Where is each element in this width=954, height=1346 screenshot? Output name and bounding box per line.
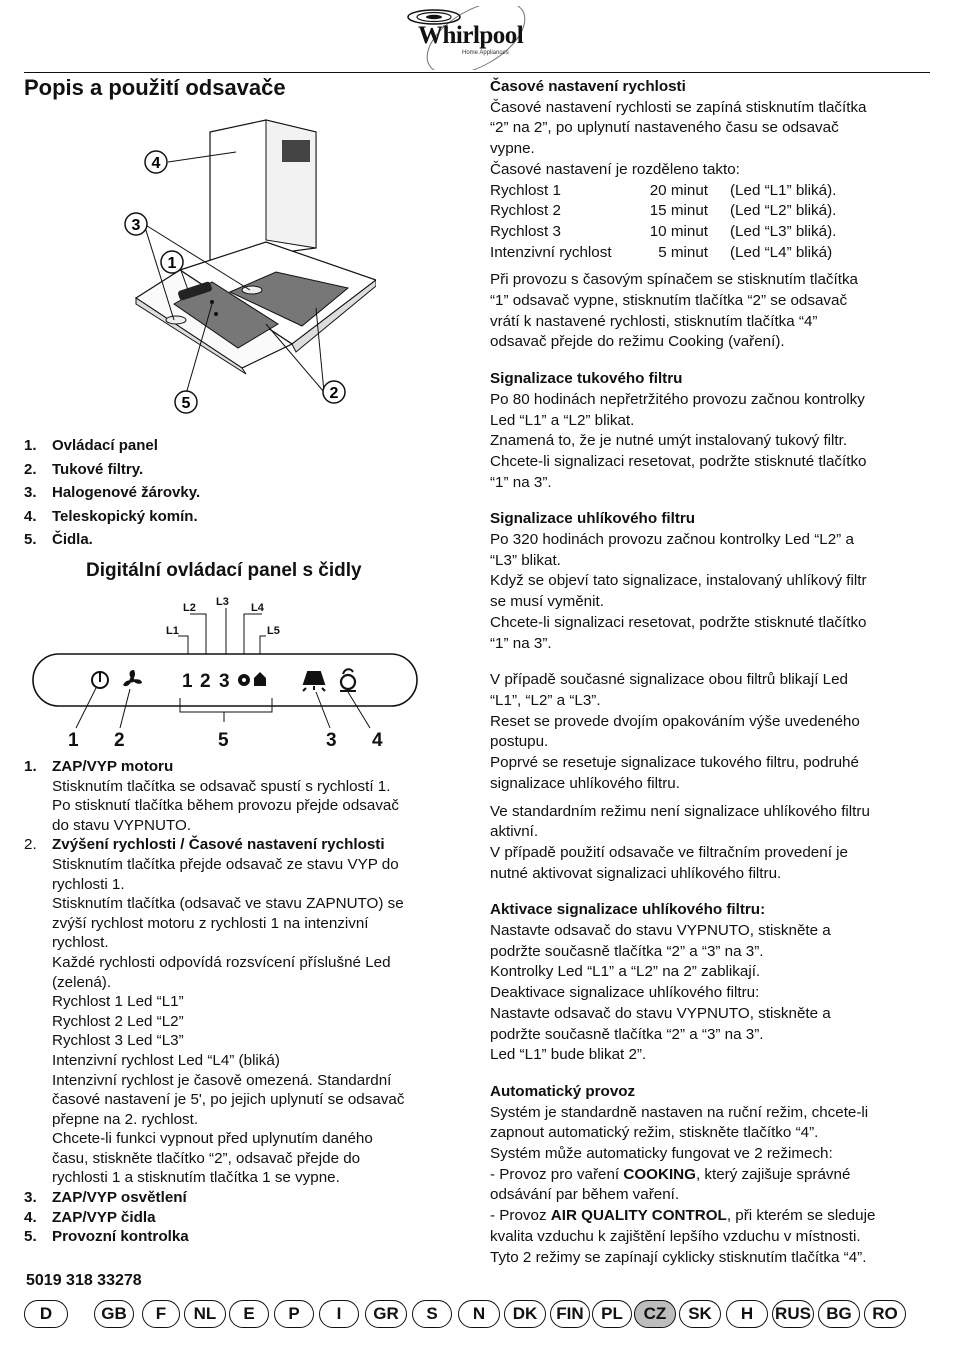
led-label-l1: L1 (166, 625, 179, 637)
item-1-heading: 1. ZAP/VYP motoru (24, 758, 174, 775)
speed-digit-2: 2 (200, 671, 211, 692)
page-title: Popis a použití odsavače (24, 75, 286, 100)
text-line: odsávání par během vaření. (490, 1186, 680, 1204)
panel-callout-5: 5 (218, 730, 229, 751)
brand-name: Whirlpool (418, 22, 524, 49)
section-carbon-activation-title: Aktivace signalizace uhlíkového filtru: (490, 901, 766, 919)
item-1-text: Stisknutím tlačítka se odsavač spustí s rychlostí 1. Po stisknutí tlačítka během provozu přejde odsavač do stavu VYPNUTO. (52, 777, 399, 834)
lang-nl-button[interactable]: NL (184, 1300, 226, 1328)
lang-s-button[interactable]: S (412, 1300, 452, 1328)
item-2-heading: 2. Zvýšení rychlosti / Časové nastavení rychlosti (24, 836, 385, 854)
hood-callout-3 (125, 213, 147, 235)
text-line: Deaktivace signalizace uhlíkového filtru: (490, 984, 760, 1002)
svg-text:1: 1 (167, 255, 177, 272)
text-line: se musí vyměnit. (490, 593, 604, 611)
language-selector (24, 1300, 934, 1330)
text-line: Při provozu s časovým spínačem se stisknutím tlačítka (490, 271, 859, 289)
lang-pl-button[interactable]: PL (592, 1300, 632, 1328)
text-line: nutné aktivovat signalizaci uhlíkového filtru. (490, 864, 782, 882)
lang-h-button[interactable]: H (726, 1300, 768, 1328)
hood-callout-4 (145, 151, 167, 173)
text-line: Po 80 hodinách nepřetržitého provozu začnou kontrolky (490, 390, 865, 408)
svg-text:5: 5 (181, 395, 191, 412)
lang-fin-button[interactable]: FIN (550, 1300, 590, 1328)
text-line: Ve standardním režimu není signalizace uhlíkového filtru (490, 802, 870, 820)
text-line: aktivní. (490, 823, 539, 841)
svg-text:3: 3 (131, 217, 141, 234)
lang-gr-button[interactable]: GR (365, 1300, 407, 1328)
timer-table-row: Rychlost 2 15 minut (Led “L2” bliká). (490, 202, 837, 220)
section-timer-title: Časové nastavení rychlosti (490, 78, 686, 95)
text-line: Nastavte odsavač do stavu VYPNUTO, stiskněte a (490, 1004, 831, 1022)
hood-illustration (116, 112, 376, 424)
parts-legend (24, 434, 464, 552)
item-3-heading: 3. ZAP/VYP osvětlení (24, 1189, 187, 1207)
text-line: postupu. (490, 733, 549, 751)
text-line: V případě současné signalizace obou filtrů blikají Led (490, 671, 848, 689)
text-line: Po 320 hodinách provozu začnou kontrolky Led “L2” a (490, 531, 854, 549)
text-line: odsavač přejde do režimu Cooking (vaření). (490, 333, 785, 351)
text-line: kvalita vzduchu k zajištění lepšího vzduchu v místnosti. (490, 1227, 861, 1245)
text-line: Chcete-li signalizaci resetovat, podržte stisknuté tlačítko (490, 452, 867, 470)
text-line: Tyto 2 režimy se zapínají cyklicky stisknutím tlačítka “4”. (490, 1248, 867, 1266)
speed-digit-3: 3 (219, 671, 230, 692)
text-line: vypne. (490, 140, 535, 158)
svg-text:2: 2 (329, 385, 339, 402)
text-line: Systém může automaticky fungovat ve 2 režimech: (490, 1145, 833, 1163)
text-line: “L3” blikat. (490, 551, 561, 569)
text-line: Když se objeví tato signalizace, instalovaný uhlíkový filtr (490, 572, 867, 590)
text-line: Systém je standardně nastaven na ruční režim, chcete-li (490, 1103, 869, 1121)
led-label-l4: L4 (251, 602, 264, 614)
timer-table-row: Rychlost 1 20 minut (Led “L1” bliká). (490, 181, 837, 199)
text-line: Led “L1” bude blikat 2”. (490, 1046, 647, 1064)
lang-gb-button[interactable]: GB (94, 1300, 134, 1328)
panel-callout-3: 3 (326, 730, 337, 751)
text-line: Reset se provede dvojím opakováním výše uvedeného (490, 712, 860, 730)
legend-item: 4. Teleskopický komín. (24, 507, 198, 525)
panel-callout-1: 1 (68, 730, 79, 751)
section-grease-filter-title: Signalizace tukového filtru (490, 370, 683, 388)
text-line: podržte současně tlačítka “2” a “3” na 3”. (490, 1025, 764, 1043)
text-line: Nastavte odsavač do stavu VYPNUTO, stiskněte a (490, 922, 831, 940)
panel-title: Digitální ovládací panel s čidly (86, 560, 362, 581)
timer-table-row: Intenzivní rychlost 5 minut (Led “L4” bliká) (490, 243, 833, 261)
svg-text:4: 4 (151, 155, 161, 172)
air-quality-mode-line: - Provoz AIR QUALITY CONTROL, při kterém se sleduje (490, 1207, 876, 1225)
hood-callout-2 (323, 381, 345, 403)
panel-callout-4: 4 (372, 730, 383, 751)
text-line: “1” na 3”. (490, 473, 552, 491)
timer-table-row: Rychlost 3 10 minut (Led “L3” bliká). (490, 222, 837, 240)
lang-cz-button[interactable]: CZ (634, 1300, 676, 1328)
lang-i-button[interactable]: I (319, 1300, 359, 1328)
lang-rus-button[interactable]: RUS (772, 1300, 814, 1328)
lang-bg-button[interactable]: BG (818, 1300, 860, 1328)
section-carbon-filter-title: Signalizace uhlíkového filtru (490, 510, 696, 528)
text-line: Led “L1” a “L2” blikat. (490, 411, 635, 429)
lang-e-button[interactable]: E (229, 1300, 269, 1328)
text-line: signalizace uhlíkového filtru. (490, 774, 680, 792)
speed-digit-1: 1 (182, 671, 193, 692)
text-line: “1” odsavač vypne, stisknutím tlačítka “2” se odsavač (490, 292, 848, 310)
document-code: 5019 318 33278 (26, 1272, 142, 1289)
led-label-l2: L2 (183, 602, 196, 614)
item-4-heading: 4. ZAP/VYP čidla (24, 1208, 156, 1226)
legend-item: 5. Čidla. (24, 531, 93, 549)
hood-callout-1 (161, 251, 183, 273)
lang-sk-button[interactable]: SK (679, 1300, 721, 1328)
text-line: “2” na 2”, po uplynutí nastaveného času se odsavač (490, 119, 839, 137)
text-line: Časové nastavení rychlosti se zapíná stisknutím tlačítka (490, 98, 867, 116)
text-line: zapnout automatický režim, stiskněte tlačítko “4”. (490, 1124, 819, 1142)
cooking-mode-line: - Provoz pro vaření COOKING, který zajišuje správné (490, 1165, 851, 1183)
whirlpool-logo (404, 6, 529, 70)
control-panel-diagram (30, 592, 420, 752)
item-2-text: Stisknutím tlačítka přejde odsavač ze stavu VYP do rychlosti 1. Stisknutím tlačítka (odsavač ve stavu ZAPNUTO) se zvýší rychlost motoru z rychlosti 1 na intenzivní rychlost. Každé rychlosti odpovídá rozsvícení příslušné Led (zelená). Rychlost 1 Led “L1” Rychlost 2 Led “L2” Rychlost 3 Led “L3” Intenzivní rychlost Led “L4” (bliká) Intenzivní rychlost je časově omezená. Standardní časové nastavení je 5', po jejich uplynutí se odsavač přepne na 2. rychlost. Chcete-li funkci vypnout před uplynutím daného času, stiskněte tlačítko “2”, odsavač přejde do rychlosti 1 a stisknutím tlačítka 1 se vypne. (52, 855, 405, 1187)
text-line: “1” na 3”. (490, 634, 552, 652)
lang-p-button[interactable]: P (274, 1300, 314, 1328)
text-line: V případě použití odsavače ve filtračním provedení je (490, 843, 848, 861)
lang-d-button[interactable]: D (24, 1300, 68, 1328)
lang-dk-button[interactable]: DK (504, 1300, 546, 1328)
lang-ro-button[interactable]: RO (864, 1300, 906, 1328)
text-line: Kontrolky Led “L1” a “L2” na 2” zablikají. (490, 963, 761, 981)
brand-sub: Home Appliances (462, 50, 509, 56)
hood-callout-5 (175, 391, 197, 413)
text-line: Chcete-li signalizaci resetovat, podržte stisknuté tlačítko (490, 613, 867, 631)
text-line: vrátí k nastavené rychlosti, stisknutím tlačítka “4” (490, 312, 818, 330)
text-line: Časové nastavení je rozděleno takto: (490, 160, 740, 178)
controls-description (24, 757, 464, 1247)
led-label-l5: L5 (267, 625, 280, 637)
text-line: Znamená to, že je nutné umýt instalovaný tukový filtr. (490, 432, 848, 450)
intensive-speed-icon (238, 674, 250, 686)
section-auto-title: Automatický provoz (490, 1082, 636, 1100)
text-line: Poprvé se resetuje signalizace tukového filtru, podruhé (490, 754, 859, 772)
lang-n-button[interactable]: N (458, 1300, 500, 1328)
legend-item: 3. Halogenové žárovky. (24, 484, 201, 502)
legend-item: 1. Ovládací panel (24, 437, 158, 454)
text-line: podržte současně tlačítka “2” a “3” na 3”. (490, 942, 764, 960)
item-5-heading: 5. Provozní kontrolka (24, 1228, 189, 1246)
legend-item: 2. Tukové filtry. (24, 460, 144, 478)
led-label-l3: L3 (216, 596, 229, 608)
right-column (490, 77, 934, 1268)
panel-callout-2: 2 (114, 730, 125, 751)
lang-f-button[interactable]: F (142, 1300, 180, 1328)
header-rule (24, 72, 930, 73)
text-line: “L1”, “L2” a “L3”. (490, 691, 601, 709)
